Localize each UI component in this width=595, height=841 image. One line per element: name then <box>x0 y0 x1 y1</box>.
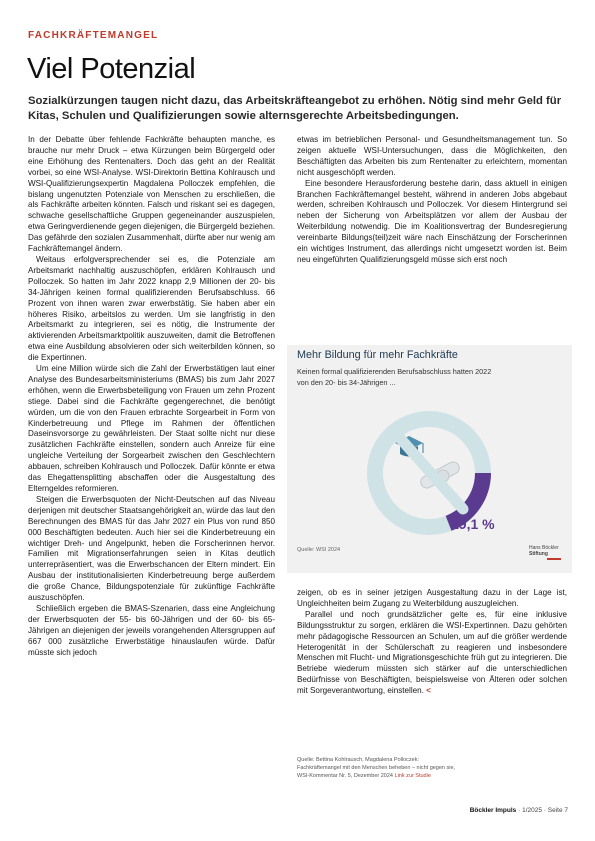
article-title: Viel Potenzial <box>27 53 196 85</box>
infographic-source: Quelle: WSI 2024 <box>297 547 341 553</box>
source-line: Quelle: Bettina Kohlrausch, Magdalena Polloczek: <box>297 757 419 763</box>
logo-line-2: Stiftung <box>529 550 548 557</box>
boeckler-logo <box>529 546 561 560</box>
page-footer: Böckler Impuls · 1/2025 · Seite 7 <box>469 807 568 814</box>
end-mark: < <box>426 686 431 696</box>
logo-line-1: Hans Böckler <box>529 545 559 551</box>
infographic-subtitle: Keinen formal qualifizierenden Berufsabschluss hatten 2022 von den 20- bis 34-Jährigen ... <box>297 367 492 387</box>
paragraph: Um eine Million würde sich die Zahl der Erwerbstätigen laut einer Analyse des Bundesarbeitsministeriums (BMAS) bis zum Jahr 2027 erhöhen, wenn die Erwerbsbeteiligung von Frauen um zehn Prozent stiege. Dabei sind die Fachkräfte gegengerechnet, die benötigt würden, um die von den Frauen erbrachte Sorgearbeit in Form von Kinderbetreuung und Pflege im Rahmen der öffentlichen Daseinsvorsorge zu gewährleisten. Der Staat sollte nicht nur diese zusätzlichen Fachkräfte einstellen, sondern auch Anreize für eine ungleiche Verteilung der Sorgearbeit zwischen den Geschlechtern abbauen, schreiben Kohlrausch und Polloczek. Dafür könnte er etwa das Ehegattensplitting abschaffen oder die Ausgestaltung des Elterngeldes reformieren. <box>28 364 275 493</box>
logo-bar <box>547 558 561 560</box>
column-1 <box>28 135 275 659</box>
kicker: FACHKRÄFTEMANGEL <box>28 30 159 41</box>
article-lead: Sozialkürzungen taugen nicht dazu, das Arbeitskräfteangebot zu erhöhen. Nötig sind mehr Geld für Kitas, Schulen und Qualifizierungen sowie alternsgerechte Arbeitsbedingungen. <box>28 95 562 122</box>
infographic-title: Mehr Bildung für mehr Fachkräfte <box>297 349 458 361</box>
column-2-bottom <box>297 588 567 697</box>
study-link[interactable]: Link zur Studie <box>394 773 431 779</box>
page-number: Seite 7 <box>547 807 568 814</box>
paragraph: etwas im betrieblichen Personal- und Gesundheitsmanagement tun. So zeigen aktuelle WSI-Untersuchungen, dass die Möglichkeiten, den Beschäftigten das Arbeiten bis zum Rentenalter zu erleichtern, momentan nicht ausgeschöpft werden. <box>297 135 567 177</box>
source-line: Fachkräftemangel mit den Menschen beheben – nicht gegen sie, <box>297 765 456 771</box>
issue-number: 1/2025 <box>522 807 542 814</box>
paragraph: Eine besondere Herausforderung bestehe darin, dass aktuell in einigen Branchen Fachkräftemangel besteht, während in anderen Jobs abgebaut werden, schreiben Kohlrausch und Polloczek. Vor diesem Hintergrund sei neben der Sicherung von Arbeitsplätzen vor allem der Ausbau der Weiterbildung notwendig. Die im Koalitionsvertrag der Bundesregierung vereinbarte Bildungs(teil)zeit wäre nach Einschätzung der Forscherinnen ein wichtiges Instrument, das allerdings nicht umgesetzt worden ist. Beim neu eingeführten Qualifizierungsgeld müsse sich erst noch <box>297 178 567 264</box>
column-2-top <box>297 135 567 266</box>
publication-name: Böckler Impuls <box>469 807 517 814</box>
chart-value-label: 19,1 % <box>451 516 495 532</box>
paragraph: Steigen die Erwerbsquoten der Nicht-Deutschen auf das Niveau derjenigen mit deutscher Staatsangehörigkeit an, würde das laut den Berechnungen des BMAS für das Jahr 2027 ein Plus von rund 850 000 Beschäftigten bedeuten. Auch hier sei die Kinderbetreuung ein wichtiger Dreh- und Angelpunkt, heben die Forscherinnen hervor. Familien mit Migrationserfahrungen seien in Kitas deutlich unterrepräsentiert, was die Erwerbschancen der Eltern mindert. Ein Ausbau der institutionalisierten Kinderbetreuung berge außerdem die große Chance, Bildungspotenziale für zukünftige Fachkräfte auszuschöpfen. <box>28 494 275 603</box>
paragraph: In der Debatte über fehlende Fachkräfte behaupten manche, es brauche nur mehr Druck – etwa Kürzungen beim Bürgergeld oder eine Erhöhung des Rentenalters. Doch das geht an der Realität vorbei, so eine WSI-Analyse. WSI-Direktorin Bettina Kohlrausch und WSI-Qualifizierungsexpertin Magdalena Polloczek empfehlen, die bislang ungenutzten Potenziale von Menschen zu erschließen, die als Fachkräfte arbeiten könnten. Falsch und riskant sei es dagegen, schwache gesellschaftliche Gruppen gegeneinander auszuspielen, etwa Geringverdienende gegen diejenigen, die Bürgergeld beziehen. Das gefährde den sozialen Zusammenhalt, dürfte aber nur wenig am Fachkräftemangel ändern. <box>28 135 275 254</box>
source-line <box>297 772 567 780</box>
infographic-box <box>287 345 572 573</box>
paragraph: Schließlich ergeben die BMAS-Szenarien, dass eine Angleichung der Erwerbsquoten der 55- bis 60-Jährigen und der 60- bis 65-Jährigen an diejenigen der jeweils vorangehenden Altersgruppen auf 667 000 zusätzliche Erwerbstätige hinauslaufen würde. Dafür müsste sich jedoch <box>28 603 275 657</box>
paragraph: zeigen, ob es in seiner jetzigen Ausgestaltung dazu in der Lage ist, Ungleichheiten beim Zugang zu Weiterbildung auszugleichen. <box>297 588 567 608</box>
paragraph <box>297 610 567 697</box>
source-citation: WSI-Kommentar Nr. 5, Dezember 2024 <box>297 773 393 779</box>
pie-chart <box>287 345 572 573</box>
paragraph-text: Parallel und noch grundsätzlicher gelte es, für eine inklusive Bildungsstruktur zu sorgen, erklären die WSI-Expertinnen. Dazu gehörten mehr pädagogische Ressourcen an Schulen, um auf die größer werdende Heterogenität in der Schülerschaft zu reagieren und insbesondere Menschen mit Flucht- und Migrationsgeschichte früh gut zu integrieren. Die Betriebe wiederum müssten sich stärker auf die unterschiedlichen Bedürfnisse von Beschäftigten, beispielsweise von Älteren oder solchen mit Sorgeverantwortung, einstellen. <box>297 609 567 696</box>
source-note <box>297 756 567 780</box>
paragraph: Weitaus erfolgversprechender sei es, die Potenziale am Arbeitsmarkt nachhaltig auszuschöpfen, erklären Kohlrausch und Polloczek. So hatten im Jahr 2022 knapp 2,9 Millionen der 20- bis 34-Jährigen keinen formal qualifizierenden Berufsabschluss. 66 Prozent von ihnen waren zwar erwerbstätig. Sie haben aber ein höheres Risiko, arbeitslos zu werden. Um sie langfristig in den Arbeitsmarkt zu integrieren, sei es nötig, die Instrumente der aktivierenden Arbeitsmarktpolitik auszuweiten, damit die Betroffenen etwa eine Ausbildung absolvieren oder sich weiterbilden können, so die Expertinnen. <box>28 254 275 363</box>
